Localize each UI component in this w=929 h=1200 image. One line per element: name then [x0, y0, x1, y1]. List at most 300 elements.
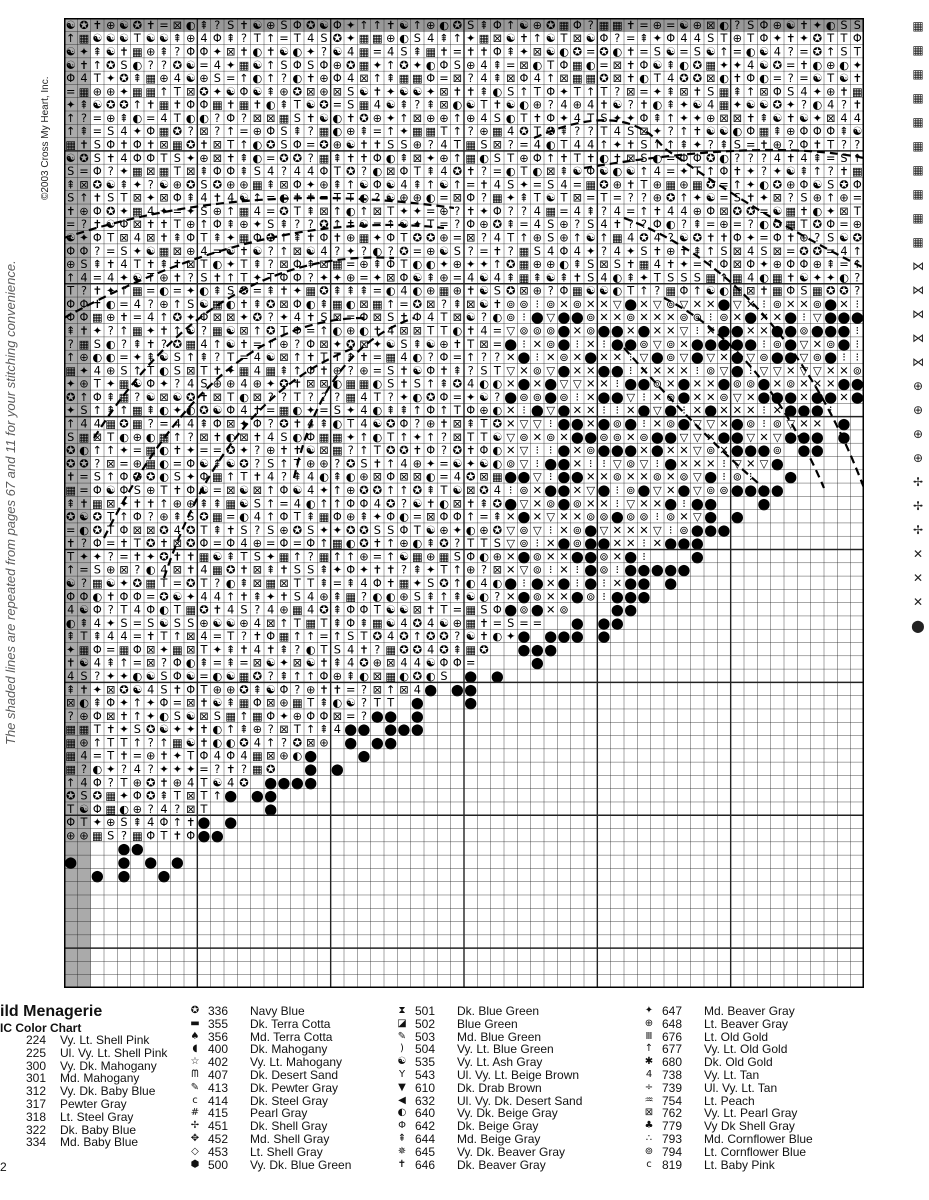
- stitch-symbol: ⬤: [624, 590, 637, 603]
- stitch-symbol: ✪: [426, 630, 435, 643]
- stitch-symbol: ↑: [826, 192, 835, 205]
- stitch-symbol: ✕: [586, 364, 595, 377]
- stitch-symbol: ☯: [199, 484, 209, 497]
- stitch-symbol: =: [373, 364, 382, 377]
- stitch-symbol: S: [267, 457, 274, 470]
- stitch-symbol: ?: [281, 72, 287, 85]
- stitch-symbol: ▦: [132, 285, 143, 298]
- stitch-symbol: ◐: [639, 72, 649, 85]
- stitch-symbol: ◐: [759, 72, 769, 85]
- stitch-symbol: ⊚: [813, 351, 822, 364]
- stitch-symbol: ▦: [79, 723, 90, 736]
- stitch-symbol: ✦: [653, 32, 662, 45]
- stitch-symbol: ⬤: [358, 723, 371, 736]
- stitch-symbol: ✝: [586, 152, 595, 165]
- color-name: Lt. Shell Gray: [250, 1146, 323, 1159]
- stitch-symbol: ⊕: [653, 19, 662, 32]
- stitch-symbol: ▽: [506, 364, 515, 377]
- floss-number: 503: [411, 1031, 457, 1044]
- stitch-symbol: ?: [214, 577, 220, 590]
- stitch-symbol: ⇞: [506, 46, 515, 59]
- stitch-symbol: ✝: [466, 325, 475, 338]
- stitch-symbol: ▦: [412, 125, 423, 138]
- stitch-symbol: ◐: [106, 338, 116, 351]
- stitch-symbol: ↑: [373, 72, 382, 85]
- stitch-symbol: ⇞: [333, 285, 342, 298]
- stitch-symbol: ⊚: [719, 391, 728, 404]
- stitch-symbol: ▦: [119, 391, 130, 404]
- stitch-symbol: ◐: [346, 537, 356, 550]
- stitch-symbol: ⬤: [544, 630, 557, 643]
- stitch-symbol: Φ: [800, 139, 809, 152]
- stitch-symbol: ⬤: [558, 418, 571, 431]
- stitch-symbol: ⬤: [718, 325, 731, 338]
- stitch-symbol: S: [334, 404, 341, 417]
- stitch-symbol: =: [759, 232, 768, 245]
- stitch-symbol: ✝: [466, 46, 475, 59]
- stitch-symbol: ✪: [346, 457, 355, 470]
- stitch-symbol: ✝: [173, 258, 182, 271]
- stitch-symbol: T: [186, 750, 194, 763]
- stitch-symbol: ✪: [173, 311, 182, 324]
- stitch-symbol: ⊕: [839, 192, 848, 205]
- stitch-symbol: ✦: [146, 697, 155, 710]
- stitch-symbol: ✕: [506, 590, 515, 603]
- stitch-symbol: ✝: [119, 537, 128, 550]
- stitch-symbol: ◐: [492, 457, 502, 470]
- floss-number: 819: [658, 1159, 704, 1172]
- stitch-symbol: ✝: [159, 325, 168, 338]
- stitch-symbol: ⊠: [319, 378, 328, 391]
- strip-symbol: ▦: [912, 116, 923, 128]
- stitch-symbol: ⊕: [439, 338, 448, 351]
- stitch-symbol: T: [373, 604, 381, 617]
- stitch-symbol: 4: [200, 245, 207, 258]
- stitch-symbol: T: [133, 258, 141, 271]
- stitch-symbol: ?: [468, 72, 474, 85]
- stitch-symbol: 4: [307, 165, 314, 178]
- stitch-symbol: T: [826, 72, 834, 85]
- stitch-symbol: 4: [534, 139, 541, 152]
- stitch-symbol: ⊚: [599, 511, 608, 524]
- stitch-symbol: ✪: [146, 471, 155, 484]
- stitch-symbol: ◐: [452, 99, 462, 112]
- stitch-symbol: S: [67, 431, 74, 444]
- stitch-symbol: ✝: [66, 471, 75, 484]
- stitch-symbol: ⊠: [733, 112, 742, 125]
- stitch-symbol: =: [519, 218, 528, 231]
- stitch-symbol: ▦: [92, 497, 103, 510]
- stitch-symbol: T: [520, 112, 528, 125]
- stitch-symbol: ✪: [266, 298, 275, 311]
- stitch-symbol: ✝: [386, 19, 395, 32]
- stitch-symbol: T: [640, 178, 648, 191]
- legend-symbol: ✝: [393, 1159, 411, 1172]
- stitch-symbol: ◐: [132, 670, 142, 683]
- stitch-symbol: ☯: [252, 85, 262, 98]
- stitch-symbol: ⬤: [584, 351, 597, 364]
- stitch-symbol: ⊚: [773, 338, 782, 351]
- stitch-symbol: ▽: [693, 444, 702, 457]
- stitch-symbol: ✪: [119, 683, 128, 696]
- stitch-symbol: =: [93, 271, 102, 284]
- strip-symbol: ⊕: [913, 452, 923, 464]
- stitch-symbol: 4: [827, 99, 834, 112]
- stitch-symbol: ▦: [852, 85, 863, 98]
- stitch-symbol: ✦: [186, 205, 195, 218]
- stitch-symbol: ⁝: [656, 511, 660, 524]
- stitch-symbol: ☯: [186, 710, 196, 723]
- stitch-symbol: ✪: [239, 457, 248, 470]
- stitch-symbol: ☯: [186, 72, 196, 85]
- stitch-symbol: 4: [267, 604, 274, 617]
- stitch-symbol: ⊠: [759, 85, 768, 98]
- stitch-symbol: ✪: [293, 524, 302, 537]
- stitch-symbol: Φ: [400, 524, 409, 537]
- stitch-symbol: ⊠: [213, 391, 222, 404]
- color-name: Vy. Lt. Tan: [704, 1069, 759, 1082]
- stitch-symbol: =: [79, 165, 88, 178]
- stitch-symbol: ⊚: [733, 378, 742, 391]
- stitch-symbol: ?: [308, 391, 314, 404]
- stitch-symbol: ⬤: [771, 325, 784, 338]
- stitch-symbol: ✝: [373, 457, 382, 470]
- stitch-symbol: ✕: [706, 457, 715, 470]
- stitch-symbol: ↑: [386, 218, 395, 231]
- stitch-symbol: ⬤: [598, 617, 611, 630]
- stitch-symbol: ⊠: [159, 139, 168, 152]
- stitch-symbol: ⬤: [558, 311, 571, 324]
- stitch-symbol: ↑: [346, 178, 355, 191]
- stitch-symbol: ✪: [226, 564, 235, 577]
- stitch-symbol: ▦: [212, 298, 223, 311]
- stitch-symbol: ⁝: [749, 471, 753, 484]
- stitch-symbol: ✪: [773, 59, 782, 72]
- stitch-symbol: ▦: [359, 59, 370, 72]
- stitch-symbol: =: [773, 72, 782, 85]
- stitch-symbol: Φ: [253, 418, 262, 431]
- stitch-symbol: ⊠: [266, 112, 275, 125]
- stitch-symbol: ✦: [93, 816, 102, 829]
- stitch-symbol: Φ: [226, 537, 235, 550]
- stitch-symbol: ✝: [293, 418, 302, 431]
- stitch-symbol: ▦: [265, 577, 276, 590]
- stitch-symbol: ✕: [559, 550, 568, 563]
- stitch-symbol: =: [733, 46, 742, 59]
- stitch-symbol: ⬤: [118, 869, 131, 882]
- stitch-symbol: ⇞: [493, 511, 502, 524]
- stitch-symbol: ▽: [813, 364, 822, 377]
- stitch-symbol: ✝: [93, 192, 102, 205]
- stitch-symbol: ✕: [693, 378, 702, 391]
- stitch-symbol: ⊠: [426, 511, 435, 524]
- stitch-symbol: ✝: [306, 192, 315, 205]
- stitch-symbol: ⊕: [266, 444, 275, 457]
- stitch-symbol: ▦: [332, 258, 343, 271]
- stitch-symbol: 4: [307, 604, 314, 617]
- stitch-symbol: 4: [560, 178, 567, 191]
- stitch-symbol: ⊚: [666, 511, 675, 524]
- stitch-symbol: ✕: [653, 325, 662, 338]
- stitch-symbol: ✝: [306, 311, 315, 324]
- stitch-symbol: =: [119, 550, 128, 563]
- stitch-symbol: ☯: [226, 338, 236, 351]
- stitch-symbol: ▦: [199, 550, 210, 563]
- stitch-symbol: ⬤: [731, 484, 744, 497]
- stitch-symbol: =: [306, 139, 315, 152]
- stitch-symbol: ✕: [546, 590, 555, 603]
- stitch-symbol: ⬤: [64, 856, 77, 869]
- stitch-symbol: Φ: [93, 710, 102, 723]
- stitch-symbol: ⊚: [786, 378, 795, 391]
- stitch-symbol: T: [573, 152, 581, 165]
- stitch-symbol: ⊠: [439, 85, 448, 98]
- stitch-symbol: ☯: [772, 205, 782, 218]
- stitch-symbol: ▦: [145, 577, 156, 590]
- stitch-symbol: ?: [668, 232, 674, 245]
- stitch-symbol: ?: [148, 763, 154, 776]
- legend-symbol: c: [186, 1095, 204, 1108]
- stitch-symbol: ⬤: [518, 471, 531, 484]
- stitch-symbol: ⊚: [573, 298, 582, 311]
- stitch-symbol: ✕: [826, 364, 835, 377]
- stitch-symbol: ◐: [279, 192, 289, 205]
- stitch-symbol: ✪: [306, 19, 315, 32]
- stitch-symbol: ?: [348, 364, 354, 377]
- stitch-symbol: ⊚: [639, 511, 648, 524]
- stitch-symbol: ⬤: [798, 404, 811, 417]
- stitch-symbol: ☯: [426, 524, 436, 537]
- color-name: Md. Beige Gray: [457, 1133, 540, 1146]
- stitch-symbol: ?: [294, 643, 300, 656]
- stitch-symbol: 4: [680, 205, 687, 218]
- stitch-symbol: ✕: [639, 364, 648, 377]
- stitch-symbol: ⇞: [319, 418, 328, 431]
- legend-row: [0, 1098, 167, 1111]
- stitch-symbol: ◐: [372, 245, 382, 258]
- stitch-symbol: ▦: [359, 46, 370, 59]
- stitch-symbol: ◐: [159, 444, 169, 457]
- stitch-symbol: ✝: [746, 112, 755, 125]
- stitch-symbol: ✦: [186, 763, 195, 776]
- stitch-symbol: ⬤: [571, 590, 584, 603]
- floss-number: 779: [658, 1120, 704, 1133]
- stitch-symbol: ⁝: [642, 418, 646, 431]
- stitch-symbol: ☯: [599, 285, 609, 298]
- stitch-symbol: ✝: [319, 364, 328, 377]
- stitch-symbol: ✕: [799, 298, 808, 311]
- stitch-symbol: ▽: [506, 325, 515, 338]
- stitch-symbol: ✦: [466, 32, 475, 45]
- stitch-symbol: ⊕: [666, 245, 675, 258]
- stitch-symbol: ?: [268, 245, 274, 258]
- stitch-symbol: ⬤: [598, 630, 611, 643]
- stitch-symbol: ⇞: [226, 550, 235, 563]
- stitch-symbol: ✕: [506, 511, 515, 524]
- stitch-symbol: ✦: [613, 112, 622, 125]
- stitch-symbol: =: [119, 298, 128, 311]
- stitch-symbol: ✝: [226, 763, 235, 776]
- stitch-symbol: ⁝: [642, 391, 646, 404]
- stitch-symbol: ▦: [172, 736, 183, 749]
- stitch-symbol: ✝: [213, 271, 222, 284]
- stitch-symbol: ?: [268, 723, 274, 736]
- stitch-symbol: ▦: [239, 99, 250, 112]
- stitch-symbol: 4: [840, 245, 847, 258]
- stitch-symbol: S: [320, 32, 327, 45]
- stitch-symbol: T: [600, 192, 608, 205]
- stitch-symbol: T: [146, 364, 154, 377]
- stitch-symbol: ?: [588, 19, 594, 32]
- stitch-symbol: ✪: [79, 152, 88, 165]
- stitch-symbol: ✦: [346, 431, 355, 444]
- stitch-symbol: ◐: [492, 577, 502, 590]
- stitch-symbol: ⊕: [573, 99, 582, 112]
- stitch-symbol: Φ: [786, 258, 795, 271]
- stitch-symbol: ⊠: [506, 72, 515, 85]
- stitch-symbol: ✦: [146, 550, 155, 563]
- stitch-symbol: ⊕: [333, 364, 342, 377]
- stitch-symbol: ⊠: [626, 85, 635, 98]
- stitch-symbol: T: [466, 431, 474, 444]
- stitch-symbol: Φ: [400, 165, 409, 178]
- stitch-symbol: ✪: [293, 85, 302, 98]
- stitch-symbol: =: [266, 152, 275, 165]
- stitch-symbol: ✝: [373, 139, 382, 152]
- stitch-symbol: ✦: [146, 192, 155, 205]
- legend-symbol: ♣: [640, 1120, 658, 1133]
- stitch-symbol: ✦: [373, 271, 382, 284]
- floss-number: 224: [18, 1034, 60, 1047]
- stitch-symbol: ⁝: [856, 298, 860, 311]
- stitch-symbol: ◐: [92, 351, 102, 364]
- stitch-symbol: ✪: [106, 99, 115, 112]
- stitch-symbol: ⬤: [118, 856, 131, 869]
- stitch-symbol: ?: [494, 351, 500, 364]
- stitch-symbol: ⊕: [813, 192, 822, 205]
- stitch-symbol: Φ: [493, 205, 502, 218]
- stitch-symbol: ✕: [573, 404, 582, 417]
- stitch-symbol: Φ: [200, 311, 209, 324]
- stitch-symbol: ⁝: [549, 524, 553, 537]
- stitch-symbol: ↑: [573, 232, 582, 245]
- stitch-symbol: ▽: [626, 497, 635, 510]
- stitch-symbol: ✕: [653, 311, 662, 324]
- stitch-symbol: ↑: [719, 271, 728, 284]
- stitch-symbol: ✝: [439, 364, 448, 377]
- stitch-symbol: ⊕: [106, 364, 115, 377]
- stitch-symbol: ◐: [226, 736, 236, 749]
- stitch-symbol: ⊕: [66, 258, 75, 271]
- stitch-symbol: Φ: [306, 710, 315, 723]
- stitch-symbol: ▽: [506, 537, 515, 550]
- stitch-symbol: 4: [454, 471, 461, 484]
- stitch-symbol: ⊚: [533, 590, 542, 603]
- stitch-symbol: Φ: [186, 457, 195, 470]
- stitch-symbol: ◐: [212, 723, 222, 736]
- legend-symbol: ◖: [186, 1043, 204, 1056]
- stitch-symbol: ?: [601, 205, 607, 218]
- stitch-symbol: ↑: [413, 404, 422, 417]
- stitch-symbol: =: [213, 630, 222, 643]
- stitch-symbol: ⬤: [558, 537, 571, 550]
- stitch-symbol: ⊚: [519, 537, 528, 550]
- stitch-symbol: T: [560, 139, 568, 152]
- stitch-symbol: ✦: [106, 72, 115, 85]
- stitch-symbol: S: [414, 32, 421, 45]
- stitch-symbol: ✦: [106, 617, 115, 630]
- stitch-symbol: ?: [481, 311, 487, 324]
- stitch-symbol: Φ: [80, 245, 89, 258]
- stitch-symbol: Φ: [560, 245, 569, 258]
- stitch-symbol: ⊚: [613, 431, 622, 444]
- stitch-symbol: ⊚: [706, 484, 715, 497]
- stitch-symbol: ⊕: [333, 670, 342, 683]
- stitch-symbol: ◐: [332, 125, 342, 138]
- stitch-symbol: ▦: [159, 125, 170, 138]
- stitch-symbol: ✕: [653, 418, 662, 431]
- stitch-symbol: Φ: [680, 285, 689, 298]
- stitch-symbol: =: [346, 311, 355, 324]
- stitch-symbol: S: [280, 19, 287, 32]
- stitch-symbol: ⁝: [749, 364, 753, 377]
- stitch-symbol: ✦: [693, 192, 702, 205]
- stitch-symbol: ⊕: [226, 378, 235, 391]
- stitch-symbol: ☯: [586, 32, 596, 45]
- stitch-symbol: ⬤: [758, 378, 771, 391]
- stitch-symbol: ⊕: [306, 683, 315, 696]
- stitch-symbol: ⊚: [653, 471, 662, 484]
- stitch-symbol: ⇞: [66, 178, 75, 191]
- stitch-symbol: ✦: [413, 205, 422, 218]
- stitch-symbol: 4: [214, 590, 221, 603]
- stitch-symbol: ↑: [386, 550, 395, 563]
- stitch-symbol: ↑: [399, 484, 408, 497]
- stitch-symbol: ✕: [599, 311, 608, 324]
- stitch-symbol: ▽: [653, 338, 662, 351]
- strip-symbol: ✢: [913, 476, 923, 488]
- floss-number: 407: [204, 1069, 250, 1082]
- stitch-symbol: ✕: [626, 325, 635, 338]
- stitch-symbol: ⊚: [519, 391, 528, 404]
- stitch-symbol: ⊠: [199, 710, 208, 723]
- stitch-symbol: ☯: [759, 59, 769, 72]
- stitch-symbol: ✪: [119, 72, 128, 85]
- stitch-symbol: ⊕: [279, 750, 288, 763]
- stitch-symbol: ✝: [653, 245, 662, 258]
- stitch-symbol: Φ: [440, 511, 449, 524]
- stitch-symbol: 4: [80, 776, 87, 789]
- stitch-symbol: ✦: [279, 311, 288, 324]
- stitch-symbol: ⬤: [304, 776, 317, 789]
- stitch-symbol: Φ: [226, 112, 235, 125]
- stitch-symbol: ⊠: [519, 285, 528, 298]
- stitch-symbol: S: [240, 524, 247, 537]
- stitch-symbol: ?: [468, 364, 474, 377]
- stitch-symbol: ⬤: [678, 391, 691, 404]
- stitch-symbol: ⊕: [186, 32, 195, 45]
- stitch-symbol: ⊠: [306, 736, 315, 749]
- stitch-symbol: ✦: [759, 258, 768, 271]
- stitch-symbol: ◐: [452, 325, 462, 338]
- stitch-symbol: 4: [134, 298, 141, 311]
- stitch-symbol: ✕: [506, 444, 515, 457]
- stitch-symbol: ✦: [346, 32, 355, 45]
- stitch-symbol: ↑: [853, 258, 862, 271]
- stitch-symbol: ◐: [79, 524, 89, 537]
- stitch-symbol: ▦: [105, 418, 116, 431]
- stitch-symbol: ⊕: [106, 85, 115, 98]
